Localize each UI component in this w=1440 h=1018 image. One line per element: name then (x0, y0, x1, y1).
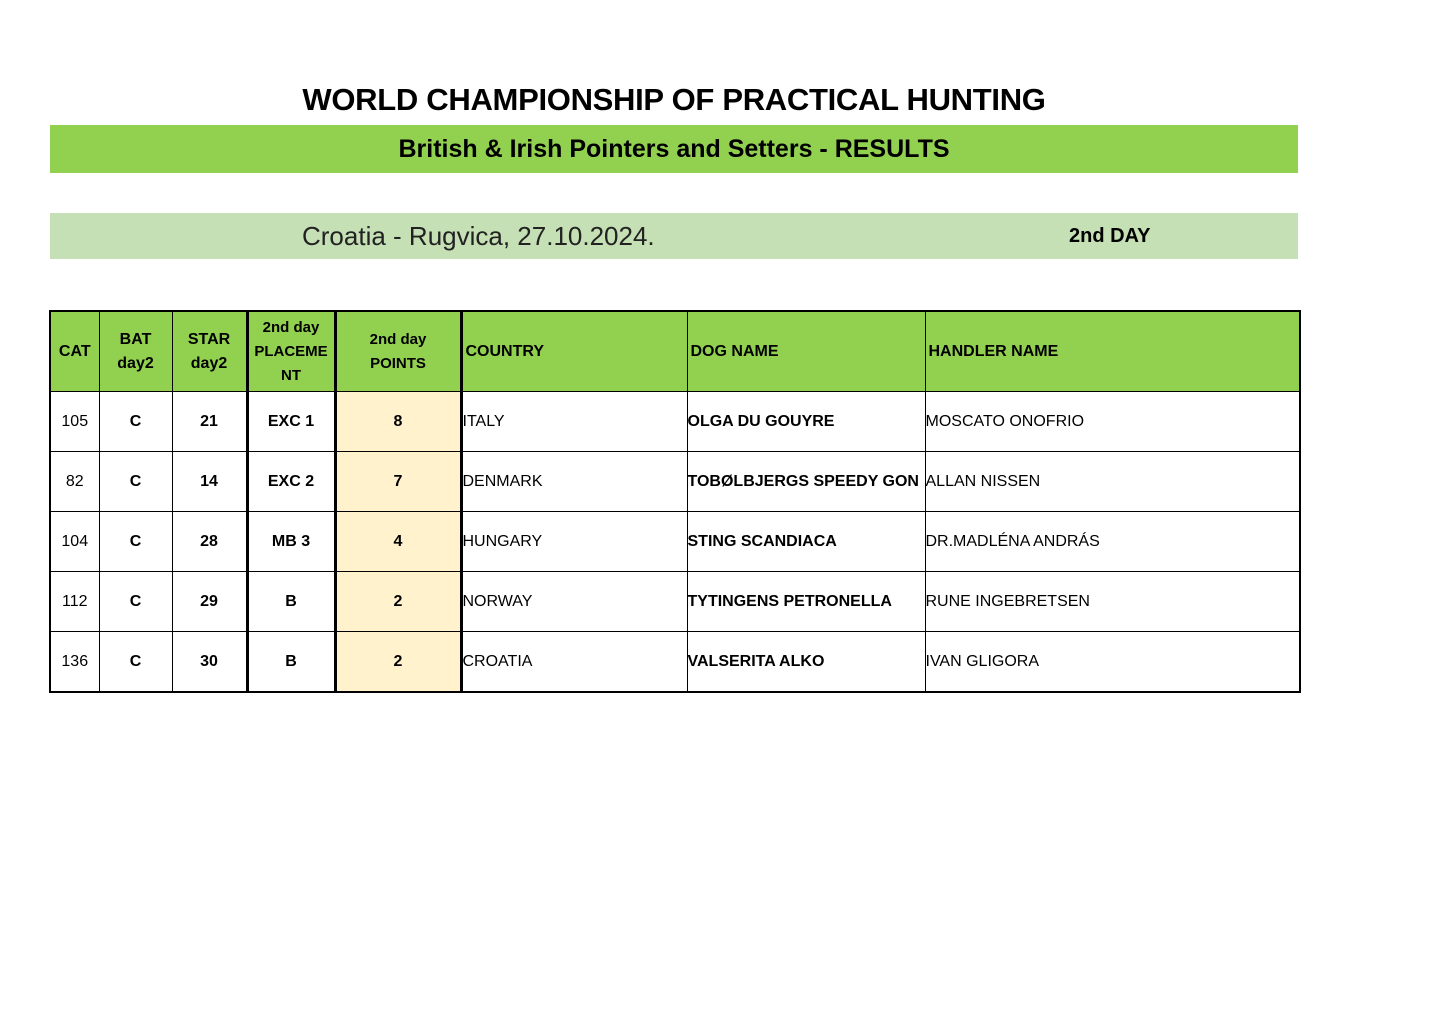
cell-bat: C (99, 512, 172, 572)
cell-points: 2 (335, 572, 461, 632)
cell-bat: C (99, 392, 172, 452)
cell-placement: MB 3 (247, 512, 335, 572)
cell-bat: C (99, 452, 172, 512)
cell-star: 28 (172, 512, 247, 572)
cell-cat: 105 (50, 392, 99, 452)
col-header-placement: 2nd day PLACEME NT (247, 311, 335, 392)
cell-country: HUNGARY (461, 512, 687, 572)
cell-placement: EXC 2 (247, 452, 335, 512)
cell-placement: B (247, 572, 335, 632)
cell-handler-name: IVAN GLIGORA (925, 632, 1300, 693)
col-header-star: STAR day2 (172, 311, 247, 392)
table-row (50, 392, 1300, 452)
day-label: 2nd DAY (1069, 225, 1151, 247)
cell-star: 29 (172, 572, 247, 632)
cell-star: 30 (172, 632, 247, 693)
cell-dog-name: VALSERITA ALKO (687, 632, 925, 693)
subtitle-banner: British & Irish Pointers and Setters - RESULTS (50, 125, 1298, 173)
results-table (49, 310, 1301, 693)
cell-dog-name: OLGA DU GOUYRE (687, 392, 925, 452)
cell-country: NORWAY (461, 572, 687, 632)
cell-country: ITALY (461, 392, 687, 452)
col-header-points: 2nd day POINTS (335, 311, 461, 392)
cell-points: 8 (335, 392, 461, 452)
cell-dog-name: STING SCANDIACA (687, 512, 925, 572)
cell-cat: 112 (50, 572, 99, 632)
col-header-cat: CAT (50, 311, 99, 392)
cell-cat: 104 (50, 512, 99, 572)
cell-placement: EXC 1 (247, 392, 335, 452)
cell-placement: B (247, 632, 335, 693)
cell-handler-name: DR.MADLÉNA ANDRÁS (925, 512, 1300, 572)
table-row (50, 632, 1300, 693)
cell-handler-name: MOSCATO ONOFRIO (925, 392, 1300, 452)
location-banner (50, 213, 1298, 259)
cell-country: DENMARK (461, 452, 687, 512)
cell-bat: C (99, 572, 172, 632)
table-row (50, 572, 1300, 632)
cell-points: 2 (335, 632, 461, 693)
cell-dog-name: TOBØLBJERGS SPEEDY GON (687, 452, 925, 512)
cell-handler-name: RUNE INGEBRETSEN (925, 572, 1300, 632)
col-header-dog: DOG NAME (687, 311, 925, 392)
col-header-handler: HANDLER NAME (925, 311, 1300, 392)
cell-handler-name: ALLAN NISSEN (925, 452, 1300, 512)
cell-points: 4 (335, 512, 461, 572)
table-header-row (50, 311, 1300, 392)
cell-bat: C (99, 632, 172, 693)
table-row (50, 452, 1300, 512)
cell-dog-name: TYTINGENS PETRONELLA (687, 572, 925, 632)
cell-star: 21 (172, 392, 247, 452)
page-title: WORLD CHAMPIONSHIP OF PRACTICAL HUNTING (302, 82, 1046, 117)
col-header-bat: BAT day2 (99, 311, 172, 392)
col-header-country: COUNTRY (461, 311, 687, 392)
cell-cat: 82 (50, 452, 99, 512)
cell-cat: 136 (50, 632, 99, 693)
cell-points: 7 (335, 452, 461, 512)
cell-star: 14 (172, 452, 247, 512)
cell-country: CROATIA (461, 632, 687, 693)
table-row (50, 512, 1300, 572)
location-date: Croatia - Rugvica, 27.10.2024. (302, 221, 655, 251)
